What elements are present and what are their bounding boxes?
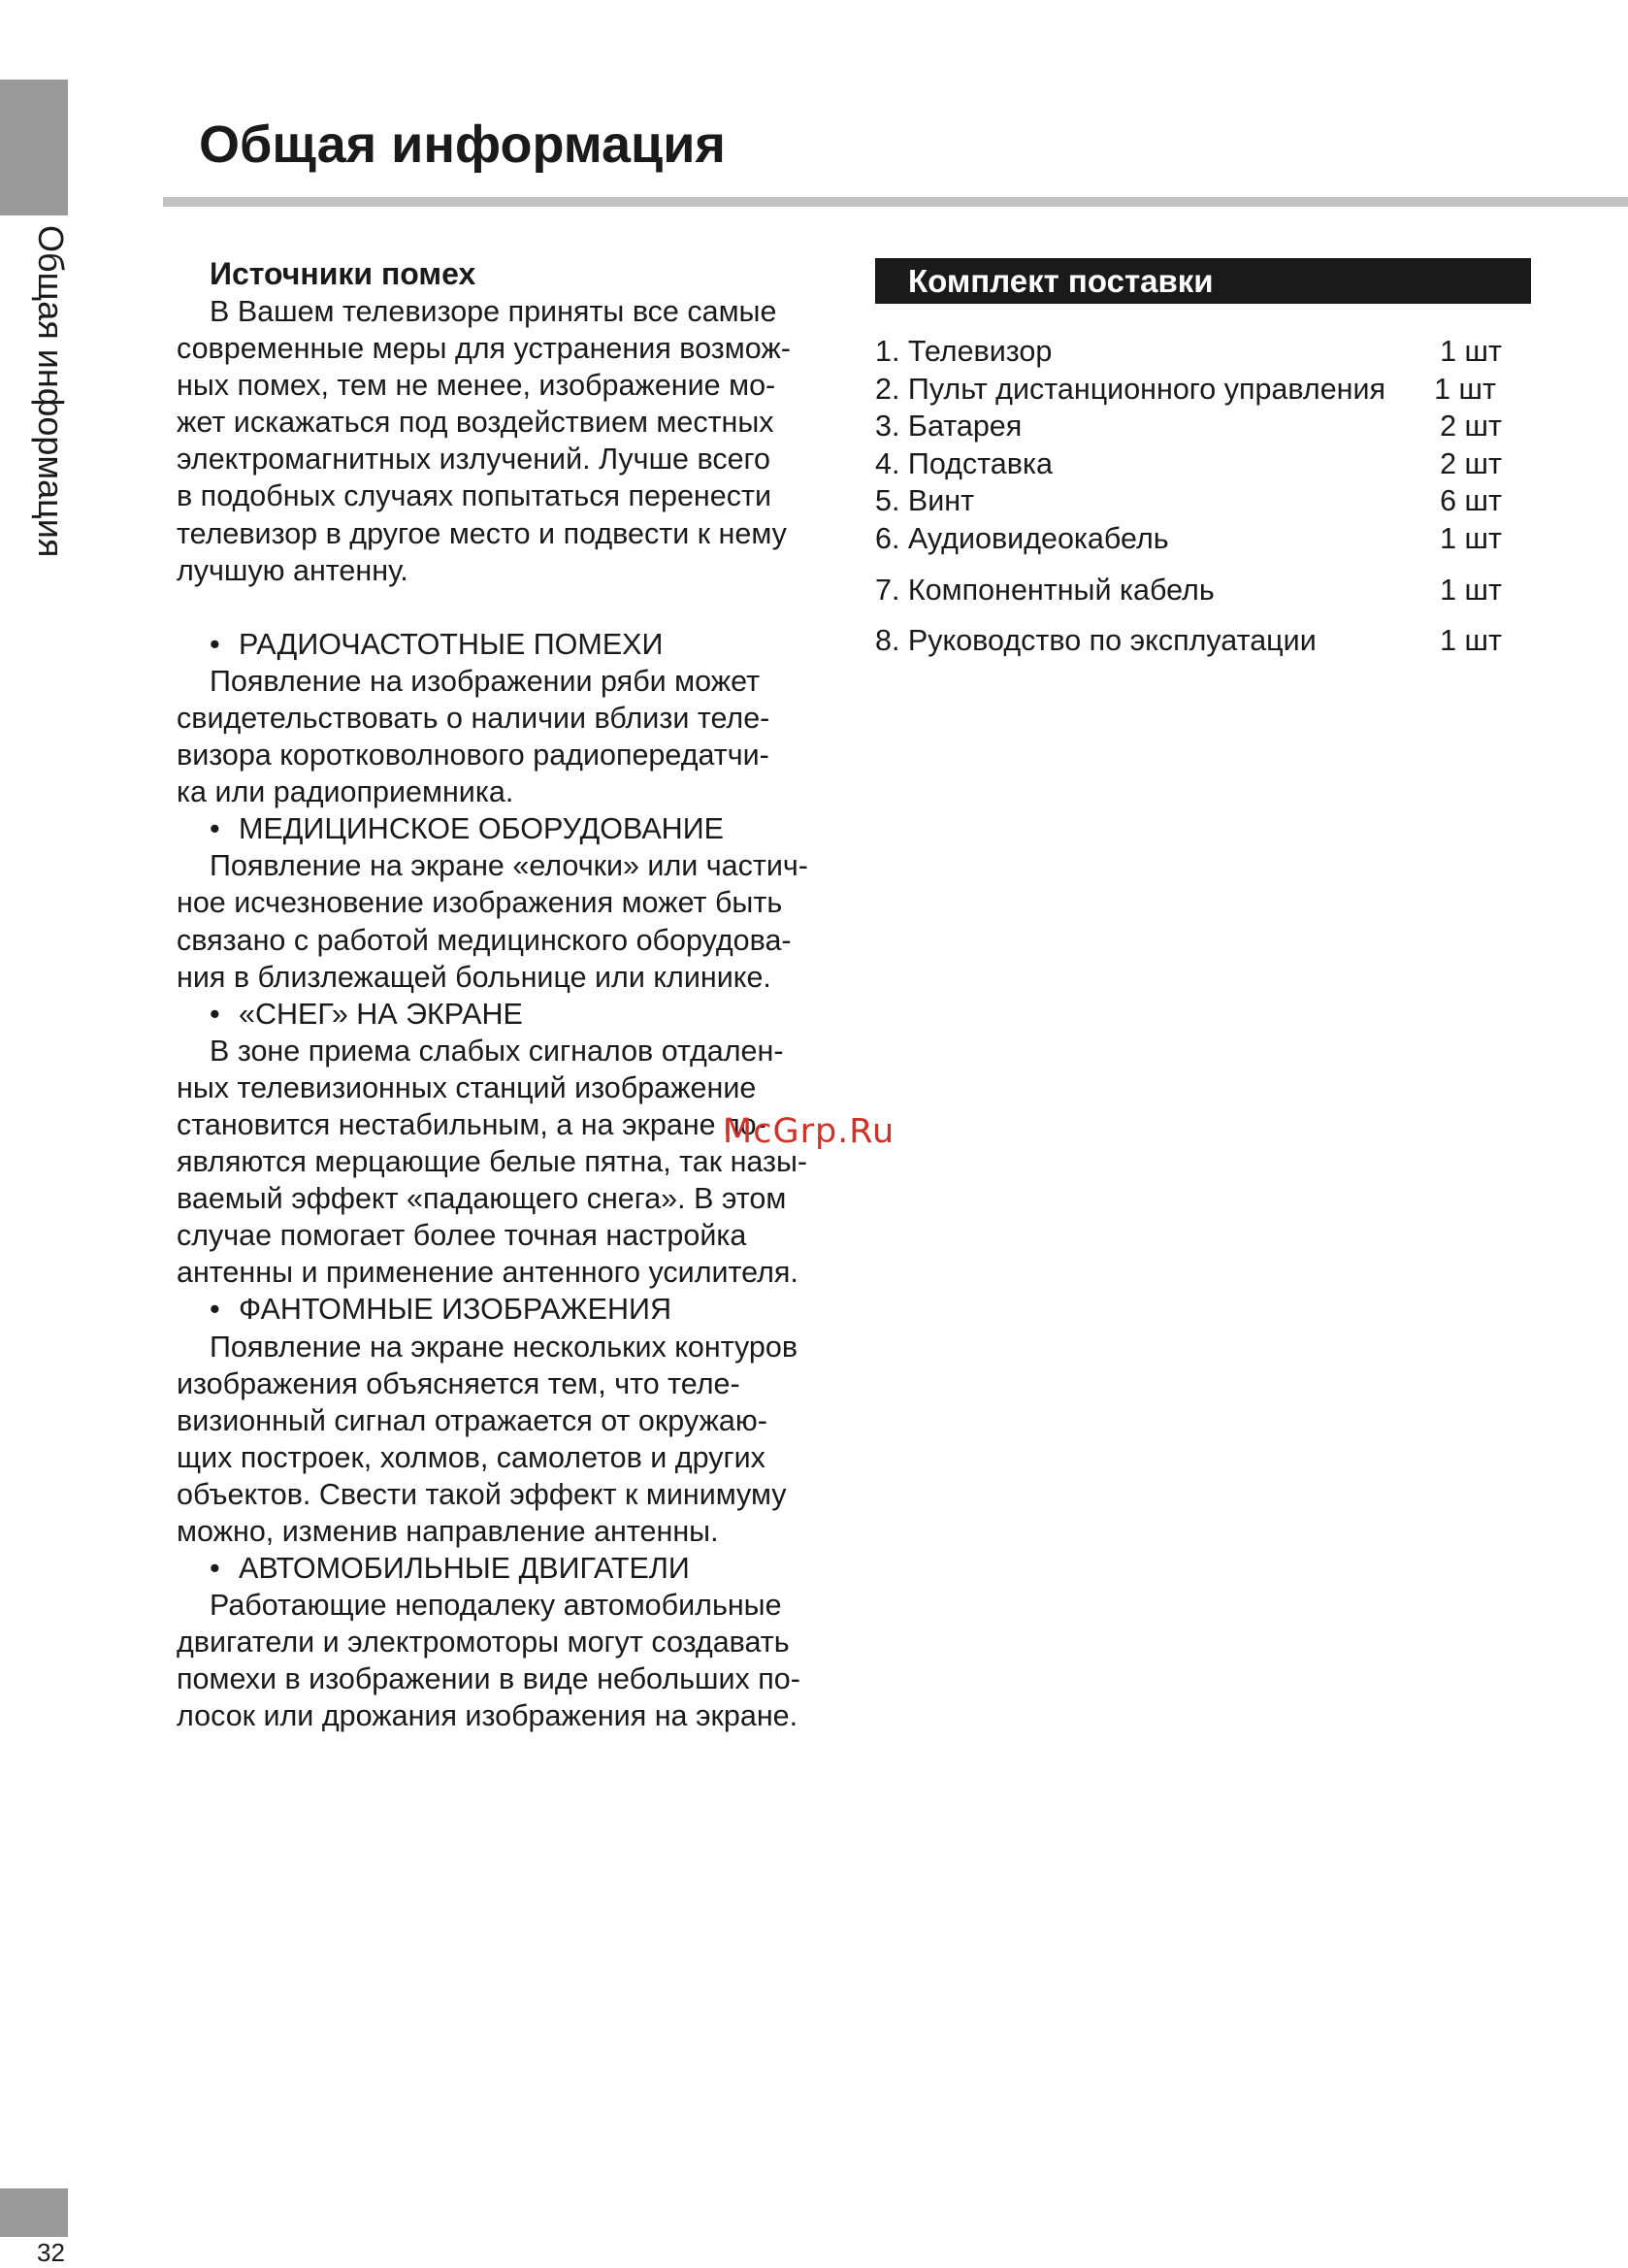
section-line: изображения объясняется тем, что теле-: [177, 1366, 740, 1400]
intro-line: В Вашем телевизоре приняты все самые: [210, 295, 777, 328]
intro-line: в подобных случаях попытаться перенести: [177, 479, 771, 513]
section-line: свидетельствовать о наличии вблизи теле-: [177, 701, 770, 735]
section-line: визора коротковолнового радиопередатчи-: [177, 739, 769, 772]
kit-item-name: Телевизор: [907, 335, 1053, 368]
section-line: Работающие неподалеку автомобильные: [210, 1589, 782, 1623]
bullet-icon: •: [210, 812, 220, 846]
section-line: лосок или дрожания изображения на экране.: [177, 1699, 798, 1733]
section-line: ния в близлежащей больнице или клинике.: [177, 960, 771, 994]
bullet-icon: •: [210, 1552, 220, 1586]
kit-item-qty: 2 шт: [1440, 446, 1502, 480]
side-section-label: Общая информация: [31, 225, 71, 558]
bullet-icon: •: [210, 627, 220, 661]
kit-item-qty: 1 шт: [1440, 521, 1502, 555]
kit-item-name: Батарея: [907, 410, 1023, 444]
intro-line: ных помех, тем не менее, изображение мо-: [177, 369, 776, 403]
section-line: Появление на экране нескольких контуров: [210, 1330, 798, 1364]
section-line: объектов. Свести такой эффект к минимуму: [177, 1477, 787, 1511]
section-line: Появление на изображении ряби может: [210, 664, 761, 698]
section-phantom: [177, 1291, 846, 1550]
intro-line: телевизор в другое место и подвести к нему: [177, 516, 787, 550]
section-line: Появление на экране «елочки» или частич-: [210, 849, 808, 883]
kit-item: 4. Подставка 2 шт: [875, 445, 1531, 483]
kit-list: [875, 333, 1531, 660]
intro-line: лучшую антенну.: [177, 553, 408, 587]
section-title: • ФАНТОМНЫЕ ИЗОБРАЖЕНИЯ: [177, 1291, 846, 1328]
kit-item-qty: 1 шт: [1440, 573, 1502, 607]
intro-line: современные меры для устранения возмож-: [177, 332, 791, 366]
section-line: ка или радиоприемника.: [177, 775, 514, 809]
kit-item-qty: 2 шт: [1440, 410, 1502, 444]
interference-column: [177, 254, 846, 1735]
section-engines: [177, 1550, 846, 1734]
kit-item: 5. Винт 6 шт: [875, 482, 1531, 520]
kit-item: 7. Компонентный кабель 1 шт: [875, 572, 1531, 609]
kit-item-name: Компонентный кабель: [907, 573, 1215, 607]
kit-item: 6. Аудиовидеокабель 1 шт: [875, 520, 1531, 558]
bullet-icon: •: [210, 1293, 220, 1327]
kit-item-name: Подставка: [907, 446, 1053, 480]
kit-item: 3. Батарея 2 шт: [875, 408, 1531, 445]
section-line: двигатели и электромоторы могут создавать: [177, 1626, 790, 1660]
interference-heading: Источники помех: [210, 256, 476, 291]
kit-heading: Комплект поставки: [875, 258, 1531, 304]
section-radio: [177, 626, 846, 810]
kit-column: [875, 258, 1531, 660]
intro-line: электромагнитных излучений. Лучше всего: [177, 443, 770, 477]
section-line: связано с работой медицинского оборудова-: [177, 923, 792, 957]
section-title: • АВТОМОБИЛЬНЫЕ ДВИГАТЕЛИ: [177, 1550, 846, 1587]
section-line: ваемый эффект «падающего снега». В этом: [177, 1182, 787, 1216]
page-number: 32: [37, 2238, 65, 2267]
section-line: ных телевизионных станций изображение: [177, 1070, 757, 1104]
kit-item-qty: 1 шт: [1440, 624, 1502, 658]
intro-line: жет искажаться под воздействием местных: [177, 406, 774, 440]
section-line: помехи в изображении в виде небольших по-: [177, 1662, 800, 1696]
section-medical: [177, 810, 846, 995]
kit-item: 8. Руководство по эксплуатации 1 шт: [875, 622, 1531, 660]
bullet-icon: •: [210, 997, 220, 1031]
section-line: случае помогает более точная настройка: [177, 1219, 747, 1253]
interference-intro: [177, 293, 846, 589]
kit-item-name: Аудиовидеокабель: [907, 521, 1169, 555]
section-title: • МЕДИЦИНСКОЕ ОБОРУДОВАНИЕ: [177, 810, 846, 847]
section-line: антенны и применение антенного усилителя.: [177, 1256, 798, 1290]
kit-item-name: Пульт дистанционного управления: [907, 372, 1386, 406]
section-title: • РАДИОЧАСТОТНЫЕ ПОМЕХИ: [177, 626, 846, 663]
page-title: Общая информация: [199, 115, 726, 174]
section-line: щих построек, холмов, самолетов и других: [177, 1440, 765, 1474]
section-line: можно, изменив направление антенны.: [177, 1515, 719, 1548]
title-divider: [163, 197, 1628, 207]
side-tab-marker: [0, 80, 68, 215]
page-number-tab: [0, 2188, 68, 2237]
section-line: становится нестабильным, а на экране по-: [177, 1107, 766, 1141]
section-line: являются мерцающие белые пятна, так назы-: [177, 1145, 808, 1179]
section-line: визионный сигнал отражается от окружаю-: [177, 1403, 767, 1437]
kit-item: 1. Телевизор 1 шт: [875, 333, 1531, 371]
section-line: В зоне приема слабых сигналов отдален-: [210, 1034, 784, 1068]
kit-item-qty: 1 шт: [1440, 335, 1502, 368]
kit-item-name: Руководство по эксплуатации: [907, 624, 1317, 658]
section-title: • «СНЕГ» НА ЭКРАНЕ: [177, 996, 846, 1033]
kit-item: 2. Пульт дистанционного управления 1 шт: [875, 371, 1531, 409]
kit-item-qty: 6 шт: [1440, 484, 1502, 518]
kit-item-name: Винт: [907, 484, 975, 518]
section-line: ное исчезновение изображения может быть: [177, 886, 783, 920]
kit-item-qty: 1 шт: [1434, 372, 1496, 406]
watermark: McGrp.Ru: [723, 1112, 895, 1151]
